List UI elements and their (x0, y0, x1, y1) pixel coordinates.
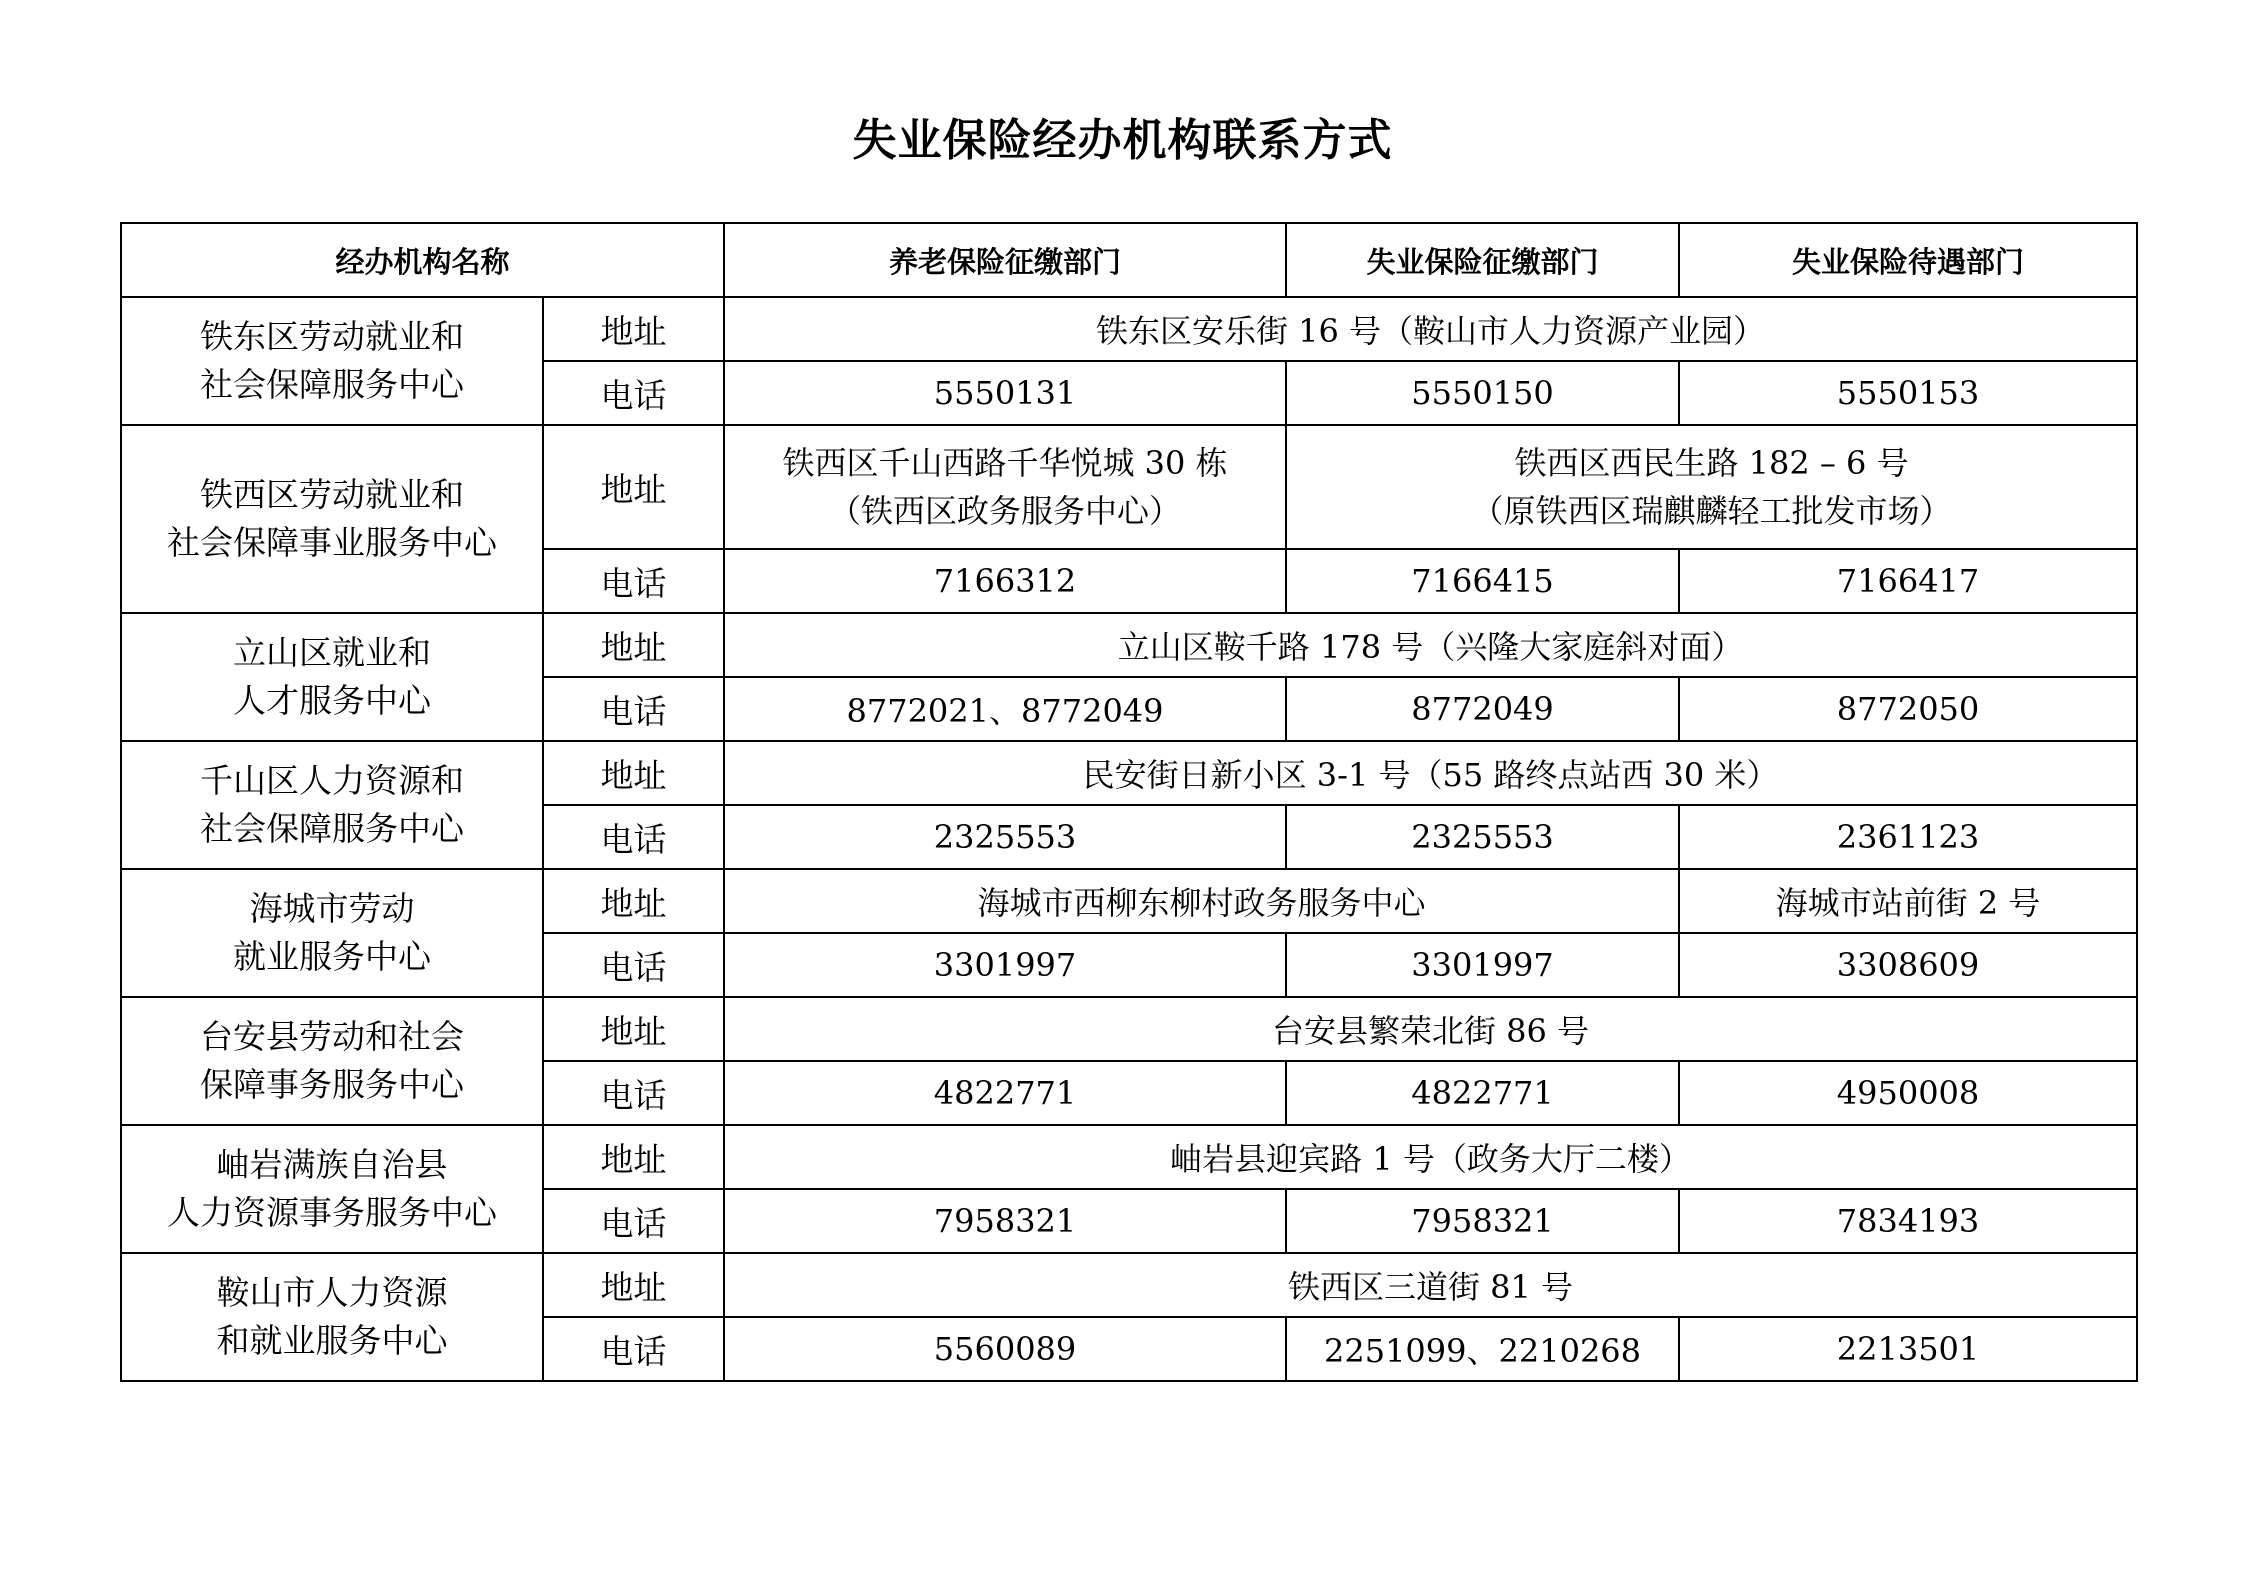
address-label: 地址 (543, 869, 724, 933)
page-title: 失业保险经办机构联系方式 (852, 115, 1393, 166)
org-name: 海城市劳动 就业服务中心 (121, 869, 543, 997)
org-name: 台安县劳动和社会 保障事务服务中心 (121, 997, 543, 1125)
phone-label: 电话 (543, 677, 724, 741)
phone-unemp-collect: 5550150 (1286, 361, 1679, 425)
phone-pension: 8772021、8772049 (724, 677, 1286, 741)
phone-pension: 5560089 (724, 1317, 1286, 1381)
phone-unemp-collect: 4822771 (1286, 1061, 1679, 1125)
phone-unemp-benefit: 7834193 (1679, 1189, 2137, 1253)
phone-unemp-collect: 2251099、2210268 (1286, 1317, 1679, 1381)
table-header-row (121, 223, 2137, 297)
phone-unemp-collect: 2325553 (1286, 805, 1679, 869)
phone-unemp-collect: 7166415 (1286, 549, 1679, 613)
phone-label: 电话 (543, 933, 724, 997)
table-row (121, 613, 2137, 677)
address-cell: 铁东区安乐街 16 号（鞍山市人力资源产业园） (724, 297, 2137, 361)
table-row (121, 741, 2137, 805)
header-pension: 养老保险征缴部门 (724, 223, 1286, 297)
address-cell-left: 海城市西柳东柳村政务服务中心 (724, 869, 1679, 933)
address-cell-right: 海城市站前街 2 号 (1679, 869, 2137, 933)
org-name: 铁西区劳动就业和 社会保障事业服务中心 (121, 425, 543, 613)
phone-unemp-benefit: 7166417 (1679, 549, 2137, 613)
phone-unemp-collect: 7958321 (1286, 1189, 1679, 1253)
org-name: 立山区就业和 人才服务中心 (121, 613, 543, 741)
address-label: 地址 (543, 297, 724, 361)
address-label: 地址 (543, 1253, 724, 1317)
phone-label: 电话 (543, 1189, 724, 1253)
phone-unemp-benefit: 8772050 (1679, 677, 2137, 741)
header-org: 经办机构名称 (121, 223, 724, 297)
header-unemp-collect: 失业保险征缴部门 (1286, 223, 1679, 297)
address-cell: 民安街日新小区 3-1 号（55 路终点站西 30 米） (724, 741, 2137, 805)
phone-label: 电话 (543, 361, 724, 425)
phone-unemp-benefit: 3308609 (1679, 933, 2137, 997)
phone-pension: 7166312 (724, 549, 1286, 613)
phone-pension: 7958321 (724, 1189, 1286, 1253)
org-name: 千山区人力资源和 社会保障服务中心 (121, 741, 543, 869)
phone-pension: 5550131 (724, 361, 1286, 425)
phone-label: 电话 (543, 805, 724, 869)
org-name: 岫岩满族自治县 人力资源事务服务中心 (121, 1125, 543, 1253)
address-cell-unemp: 铁西区西民生路 182 – 6 号 （原铁西区瑞麒麟轻工批发市场） (1286, 425, 2137, 549)
address-cell: 岫岩县迎宾路 1 号（政务大厅二楼） (724, 1125, 2137, 1189)
table-row (121, 1125, 2137, 1189)
table-row (121, 997, 2137, 1061)
phone-label: 电话 (543, 549, 724, 613)
phone-unemp-benefit: 2361123 (1679, 805, 2137, 869)
phone-unemp-benefit: 2213501 (1679, 1317, 2137, 1381)
phone-unemp-collect: 8772049 (1286, 677, 1679, 741)
phone-label: 电话 (543, 1061, 724, 1125)
phone-pension: 3301997 (724, 933, 1286, 997)
org-name: 鞍山市人力资源 和就业服务中心 (121, 1253, 543, 1381)
table-row (121, 297, 2137, 361)
address-cell: 台安县繁荣北街 86 号 (724, 997, 2137, 1061)
address-label: 地址 (543, 741, 724, 805)
address-label: 地址 (543, 613, 724, 677)
address-label: 地址 (543, 1125, 724, 1189)
header-unemp-benefit: 失业保险待遇部门 (1679, 223, 2137, 297)
phone-unemp-benefit: 4950008 (1679, 1061, 2137, 1125)
address-cell-pension: 铁西区千山西路千华悦城 30 栋 （铁西区政务服务中心） (724, 425, 1286, 549)
phone-unemp-benefit: 5550153 (1679, 361, 2137, 425)
phone-pension: 4822771 (724, 1061, 1286, 1125)
address-cell: 立山区鞍千路 178 号（兴隆大家庭斜对面） (724, 613, 2137, 677)
table-row (121, 1253, 2137, 1317)
contacts-table (120, 222, 2138, 1382)
table-row (121, 869, 2137, 933)
table-row (121, 425, 2137, 549)
phone-label: 电话 (543, 1317, 724, 1381)
phone-unemp-collect: 3301997 (1286, 933, 1679, 997)
org-name: 铁东区劳动就业和 社会保障服务中心 (121, 297, 543, 425)
address-cell: 铁西区三道街 81 号 (724, 1253, 2137, 1317)
address-label: 地址 (543, 425, 724, 549)
address-label: 地址 (543, 997, 724, 1061)
phone-pension: 2325553 (724, 805, 1286, 869)
